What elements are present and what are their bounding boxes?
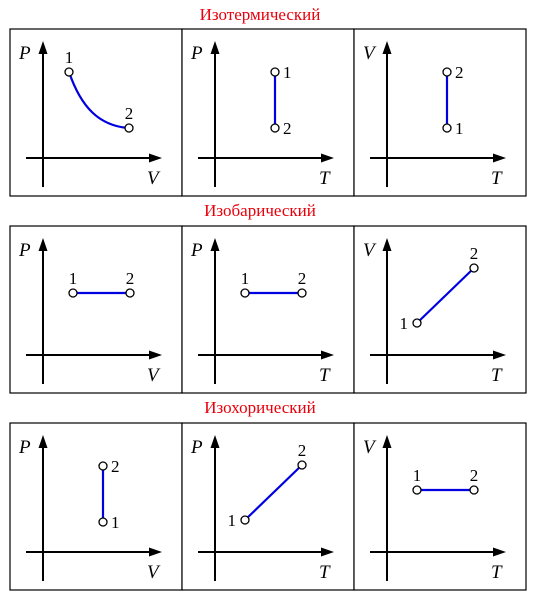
x-axis-label: T [491,562,502,583]
state-point-label: 1 [227,511,236,530]
state-point [470,264,478,272]
state-point-label: 2 [125,269,135,288]
row-isothermal [10,29,526,196]
panel-p-v-isobaric [10,226,182,393]
state-point [69,289,77,297]
state-point [241,289,249,297]
row-title-isobaric: Изобарический [204,201,316,220]
row-isochoric [10,423,526,590]
x-axis-label: T [319,365,330,386]
state-point-label: 1 [240,269,250,288]
y-axis-label: P [19,240,31,261]
y-axis-label: V [363,437,375,458]
state-point-label: 2 [297,269,307,288]
state-point [241,516,249,524]
y-axis-label: P [19,43,31,64]
state-point [271,124,279,132]
y-axis-label: P [191,437,203,458]
panel-p-v-isochoric [10,423,182,590]
row-isobaric [10,226,526,393]
state-point [443,68,451,76]
state-point-label: 1 [283,63,292,82]
state-point-label: 1 [399,314,408,333]
y-axis-label: P [19,437,31,458]
state-point-label: 2 [124,104,134,123]
row-title-isochoric: Изохорический [204,398,316,417]
panel-v-t-isobaric [354,226,526,393]
state-point-label: 2 [469,466,479,485]
x-axis-label: T [319,168,330,189]
row-title-isothermal: Изотермический [199,5,321,24]
y-axis-label: P [191,240,203,261]
state-point [470,486,478,494]
state-point-label: 2 [111,457,120,476]
state-point-label: 1 [412,466,422,485]
state-point [443,124,451,132]
state-point-label: 2 [455,63,464,82]
state-point-label: 2 [297,441,307,460]
x-axis-label: T [491,365,502,386]
x-axis-label: T [319,562,330,583]
y-axis-label: P [191,43,203,64]
state-point [298,461,306,469]
panel-p-v-isothermal [10,29,182,196]
state-point [413,319,421,327]
panel-v-t-isothermal [354,29,526,196]
state-point [413,486,421,494]
panel-v-t-isochoric [354,423,526,590]
state-point [126,289,134,297]
state-point [125,124,133,132]
state-point-label: 1 [68,269,78,288]
state-point-label: 1 [111,513,120,532]
state-point [271,68,279,76]
state-point-label: 2 [469,244,479,263]
y-axis-label: V [363,43,375,64]
panel-p-t-isochoric [182,423,354,590]
x-axis-label: V [147,562,159,583]
y-axis-label: V [363,240,375,261]
x-axis-label: V [147,365,159,386]
x-axis-label: T [491,168,502,189]
x-axis-label: V [147,168,159,189]
state-point-label: 1 [64,48,74,67]
panel-p-t-isothermal [182,29,354,196]
panel-p-t-isobaric [182,226,354,393]
state-point [99,462,107,470]
state-point-label: 2 [283,119,292,138]
state-point-label: 1 [455,119,464,138]
state-point [298,289,306,297]
state-point [65,68,73,76]
state-point [99,518,107,526]
